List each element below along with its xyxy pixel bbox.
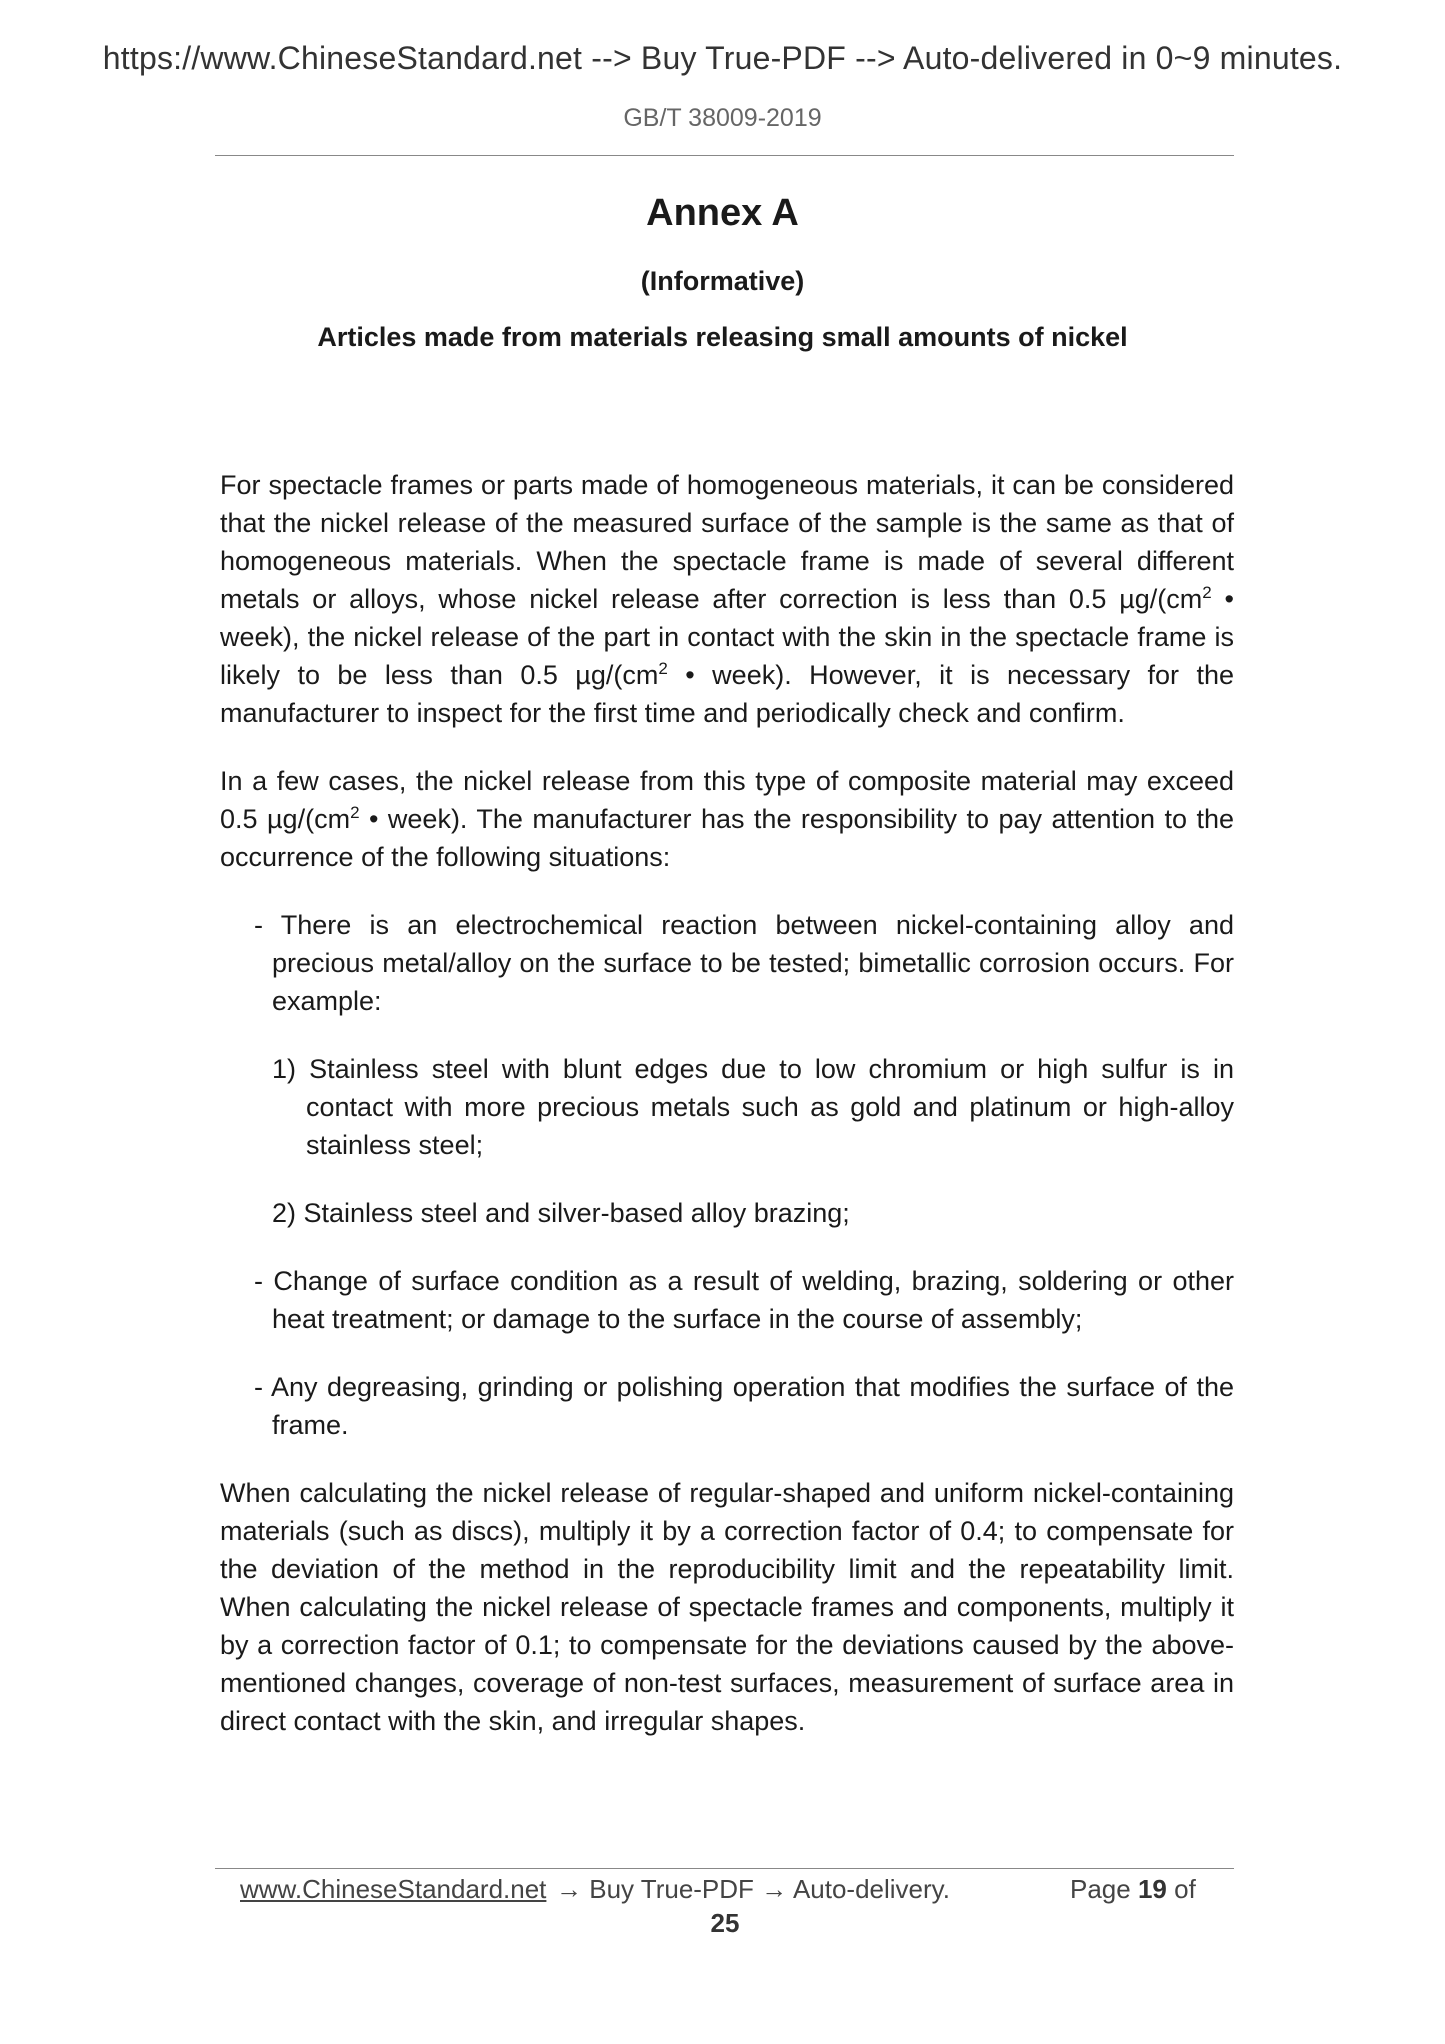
annex-subtitle: (Informative)	[640, 266, 805, 296]
footer-description: → Buy True-PDF → Auto-delivery.	[556, 1874, 950, 1904]
page-total: 25	[710, 1908, 740, 1938]
list-item-surface-condition: - Change of surface condition as a result of welding, brazing, soldering or other heat treatment; or damage to the surface in the course of assembly;	[254, 1266, 1234, 1334]
paragraph-text: For spectacle frames or parts made of homogeneous materials, it can be considered that the nickel release of the measured surface of the sample is the same as that of homogeneous materials. When the spectacle frame is made of several different metals or alloys, whose nickel release after correction is less than 0.5 µg/(cm	[220, 470, 1234, 614]
body-text	[220, 466, 1234, 1770]
page-indicator	[1070, 1874, 1196, 1905]
paragraph-text: • week). The manufacturer has the responsibility to pay attention to the occurrence of the following situations:	[220, 804, 1235, 872]
list-item-degreasing: - Any degreasing, grinding or polishing operation that modifies the surface of the frame.	[254, 1372, 1234, 1440]
standard-code: GB/T 38009-2019	[623, 104, 822, 132]
annex-title: Annex A	[646, 192, 799, 234]
header-divider	[215, 155, 1234, 156]
superscript: 2	[350, 803, 360, 822]
sub-list-item-stainless-contact: 1) Stainless steel with blunt edges due to low chromium or high sulfur is in contact with more precious metals such as gold and platinum or high-alloy stainless steel;	[272, 1054, 1234, 1160]
footer-divider	[215, 1868, 1234, 1869]
superscript: 2	[658, 659, 668, 678]
paragraph-text: • week). However, it is necessary for the manufacturer to inspect for the first time and periodically check and confirm.	[220, 660, 1234, 728]
page-label: Page	[1070, 1874, 1131, 1904]
paragraph-text: • week), the nickel release of the part in contact with the skin in the spectacle frame is likely to be less than 0.5 µg/(cm	[220, 584, 1234, 690]
footer	[240, 1874, 1230, 1954]
of-label: of	[1174, 1874, 1196, 1904]
paragraph-text: In a few cases, the nickel release from this type of composite material may exceed 0.5 µg/(cm	[220, 766, 1234, 834]
list-item-electrochemical: - There is an electrochemical reaction between nickel-containing alloy and precious metal/alloy on the surface to be tested; bimetallic corrosion occurs. For example:	[254, 910, 1234, 1016]
footer-link[interactable]: www.ChineseStandard.net	[240, 1874, 547, 1904]
paragraph-composite-material	[220, 762, 1234, 876]
page-number: 19	[1137, 1874, 1167, 1904]
superscript: 2	[1202, 583, 1212, 602]
paragraph-correction-factor: When calculating the nickel release of regular-shaped and uniform nickel-containing materials (such as discs), multiply it by a correction factor of 0.4; to compensate for the deviation of the method in the reproducibility limit and the repeatability limit. When calculating the nickel release of spectacle frames and components, multiply it by a correction factor of 0.1; to compensate for the deviations caused by the above-mentioned changes, coverage of non-test surfaces, measurement of surface area in direct contact with the skin, and irregular shapes.	[220, 1478, 1234, 1736]
paragraph-homogeneous-materials	[220, 466, 1234, 732]
annex-heading: Articles made from materials releasing small amounts of nickel	[317, 322, 1128, 352]
top-banner: https://www.ChineseStandard.net --> Buy True-PDF --> Auto-delivered in 0~9 minutes.	[102, 40, 1343, 76]
sub-list-item-brazing: 2) Stainless steel and silver-based alloy brazing;	[272, 1198, 850, 1228]
